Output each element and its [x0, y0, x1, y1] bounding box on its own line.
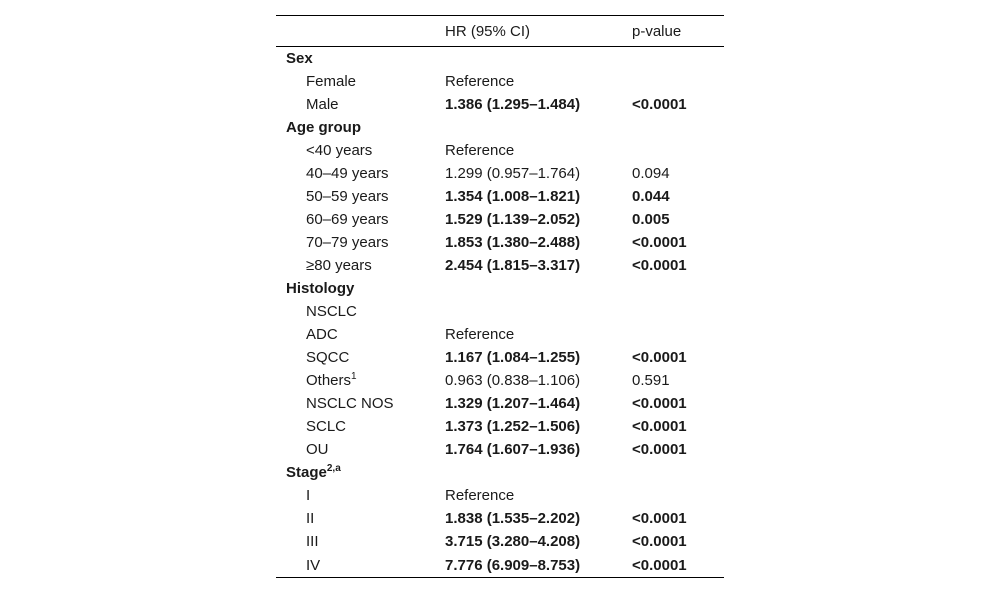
label-text: OU	[306, 441, 329, 458]
variable-label	[276, 185, 445, 208]
table-row	[276, 70, 724, 93]
p-value-cell: <0.0001	[632, 553, 724, 578]
table-row	[276, 208, 724, 231]
hr-cell: 3.715 (3.280–4.208)	[445, 533, 581, 550]
label-text: <40 years	[306, 142, 373, 159]
p-value-cell	[632, 323, 724, 346]
hr-cell: 1.764 (1.607–1.936)	[445, 441, 581, 458]
p-value-cell	[632, 139, 724, 162]
label-text: Stage	[286, 464, 327, 481]
table-row	[276, 530, 724, 553]
table-row	[276, 484, 724, 507]
header-row	[276, 16, 724, 47]
p-value-cell	[632, 277, 724, 300]
variable-label	[276, 70, 445, 93]
variable-label	[276, 553, 445, 578]
p-value-cell	[632, 47, 724, 71]
table-body	[276, 47, 724, 578]
variable-label	[276, 392, 445, 415]
hr-cell: Reference	[445, 326, 515, 343]
variable-label	[276, 139, 445, 162]
variable-label	[276, 93, 445, 116]
hazard-ratio-table-container	[276, 15, 724, 578]
group-row	[276, 461, 724, 484]
hr-cell: 1.373 (1.252–1.506)	[445, 418, 581, 435]
hr-cell: 2.454 (1.815–3.317)	[445, 257, 581, 274]
hr-cell	[445, 461, 632, 484]
hr-cell	[445, 47, 632, 71]
table-row	[276, 369, 724, 392]
p-value-cell	[632, 484, 724, 507]
hr-cell: 1.838 (1.535–2.202)	[445, 510, 581, 527]
label-text: Female	[306, 73, 357, 90]
p-value-cell: <0.0001	[632, 234, 687, 251]
table-row	[276, 438, 724, 461]
group-label	[276, 47, 445, 71]
variable-label	[276, 254, 445, 277]
table-row	[276, 507, 724, 530]
label-text: Male	[306, 96, 339, 113]
p-value-cell	[632, 70, 724, 93]
variable-label	[276, 530, 445, 553]
variable-label	[276, 484, 445, 507]
p-value-cell: <0.0001	[632, 257, 687, 274]
table-row	[276, 300, 724, 323]
variable-label	[276, 231, 445, 254]
label-text: ADC	[306, 326, 338, 343]
label-text: Sex	[286, 50, 313, 67]
hr-cell: 1.329 (1.207–1.464)	[445, 395, 581, 412]
header-hr-cell: HR (95% CI)	[445, 16, 632, 47]
variable-label	[276, 208, 445, 231]
table-row	[276, 254, 724, 277]
hr-cell: 1.386 (1.295–1.484)	[445, 96, 581, 113]
hr-cell: Reference	[445, 73, 515, 90]
footnote-marker: 1	[351, 371, 357, 382]
label-text: NSCLC NOS	[306, 395, 394, 412]
table-row	[276, 346, 724, 369]
table-row	[276, 93, 724, 116]
header-p-cell: p-value	[632, 16, 724, 47]
hr-cell: 1.529 (1.139–2.052)	[445, 211, 581, 228]
label-text: Others	[306, 372, 352, 389]
p-value-cell: 0.005	[632, 211, 670, 228]
label-text: SQCC	[306, 349, 350, 366]
p-value-cell: <0.0001	[632, 510, 687, 527]
table-row	[276, 162, 724, 185]
table-row	[276, 392, 724, 415]
p-value-cell	[632, 116, 724, 139]
table-row	[276, 323, 724, 346]
p-value-cell: 0.044	[632, 188, 670, 205]
table-row	[276, 553, 724, 578]
p-value-cell: <0.0001	[632, 395, 687, 412]
hr-cell	[445, 116, 632, 139]
p-value-cell: <0.0001	[632, 533, 687, 550]
footnote-marker: 2,a	[326, 463, 341, 474]
label-text: 70–79 years	[306, 234, 389, 251]
hr-cell: 7.776 (6.909–8.753)	[445, 553, 632, 578]
hr-cell: 1.853 (1.380–2.488)	[445, 234, 581, 251]
hr-cell: 1.167 (1.084–1.255)	[445, 349, 581, 366]
table-row	[276, 415, 724, 438]
p-value-cell: 0.094	[632, 165, 670, 182]
p-value-cell: 0.591	[632, 372, 670, 389]
label-text: 60–69 years	[306, 211, 389, 228]
p-value-cell: <0.0001	[632, 418, 687, 435]
label-text: NSCLC	[306, 303, 357, 320]
label-text: ≥80 years	[306, 257, 372, 274]
hr-cell: Reference	[445, 142, 515, 159]
group-row	[276, 47, 724, 71]
hr-cell: 1.354 (1.008–1.821)	[445, 188, 581, 205]
variable-label	[276, 369, 445, 392]
variable-label	[276, 162, 445, 185]
table-row	[276, 185, 724, 208]
group-label	[276, 277, 445, 300]
group-row	[276, 277, 724, 300]
table-row	[276, 231, 724, 254]
hr-cell: 1.299 (0.957–1.764)	[445, 165, 581, 182]
variable-label	[276, 323, 445, 346]
p-value-cell	[632, 300, 724, 323]
hr-cell	[445, 300, 632, 323]
label-text: SCLC	[306, 418, 347, 435]
p-value-cell: <0.0001	[632, 441, 687, 458]
p-value-cell	[632, 461, 724, 484]
p-value-cell: <0.0001	[632, 96, 687, 113]
hr-cell: 0.963 (0.838–1.106)	[445, 372, 581, 389]
group-row	[276, 116, 724, 139]
label-text: III	[306, 533, 319, 550]
table-row	[276, 139, 724, 162]
hr-cell: Reference	[445, 487, 515, 504]
label-text: Age group	[286, 119, 361, 136]
label-text: I	[306, 487, 311, 504]
label-text: 50–59 years	[306, 188, 389, 205]
group-label	[276, 461, 445, 484]
label-text: Histology	[286, 280, 355, 297]
label-text: IV	[306, 556, 321, 574]
group-label	[276, 116, 445, 139]
label-text: 40–49 years	[306, 165, 389, 182]
table-header	[276, 16, 724, 47]
p-value-cell: <0.0001	[632, 349, 687, 366]
variable-label	[276, 438, 445, 461]
hazard-ratio-table	[276, 15, 724, 578]
label-text: II	[306, 510, 315, 527]
variable-label	[276, 415, 445, 438]
hr-cell	[445, 277, 632, 300]
variable-label	[276, 507, 445, 530]
variable-label	[276, 300, 445, 323]
header-label-cell	[276, 16, 445, 47]
variable-label	[276, 346, 445, 369]
